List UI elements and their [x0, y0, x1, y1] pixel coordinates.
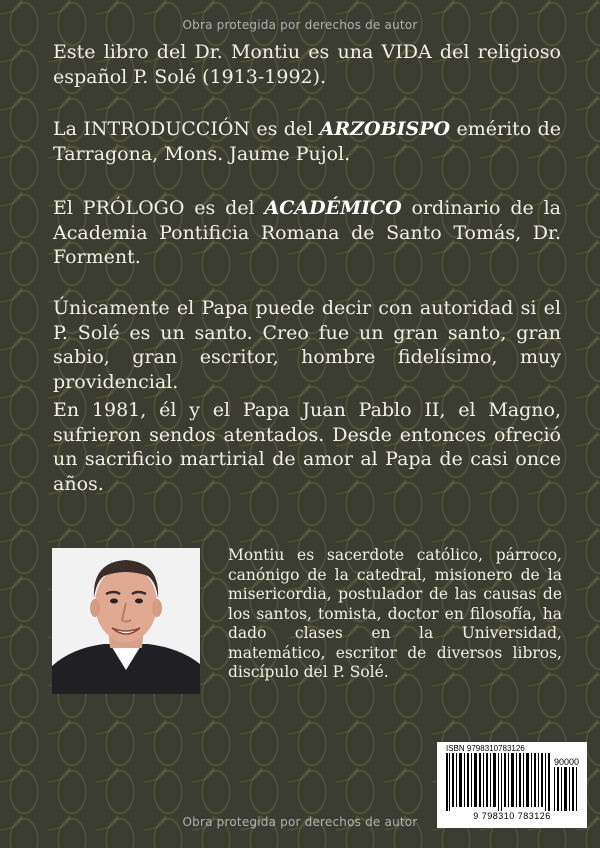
emphasis-arzobispo: ARZOBISPO	[319, 118, 451, 140]
copyright-watermark-bottom: Obra protegida por derechos de autor	[182, 815, 418, 829]
paragraph-text: ordinario de la Academia Pontificia Romana de Santo Tomás, Dr. Forment.	[53, 197, 562, 268]
paragraph-prologo	[53, 196, 561, 270]
isbn-label: ISBN 9798310783126	[446, 744, 525, 753]
paragraph-atentados: En 1981, él y el Papa Juan Pablo II, el Magno, sufrieron sendos atentados. Desde entonces ofreció un sacrificio martirial de amor al Papa de casi once años.	[53, 399, 561, 495]
author-portrait-illustration	[52, 548, 200, 694]
author-photo	[52, 548, 200, 694]
paragraph-text: emérito de Tarragona, Mons. Jaume Pujol.	[53, 118, 562, 165]
paragraph-text: La INTRODUCCIÓN es del	[53, 118, 320, 140]
author-bio: Montiu es sacerdote católico, párroco, canónigo de la catedral, misionero de la misericordia, postulador de las causas de los santos, tomista, doctor en filosofía, ha dado clases en la Universidad, matemático, escritor de diversos libros, discípulo del P. Solé.	[228, 546, 562, 681]
copyright-watermark-top: Obra protegida por derechos de autor	[182, 18, 418, 32]
emphasis-academico: ACADÉMICO	[264, 197, 402, 219]
paragraph-intro: Este libro del Dr. Montiu es una VIDA del religioso español P. Solé (1913-1992).	[53, 41, 561, 88]
isbn-digits: 9 798310 783126	[473, 811, 551, 821]
price-code: 90000	[554, 757, 580, 767]
barcode-bars	[446, 753, 578, 811]
paragraph-text: El PRÓLOGO es del	[53, 197, 265, 219]
paragraph-santidad: Únicamente el Papa puede decir con autoridad si el P. Solé es un santo. Creo fue un gran santo, gran sabio, gran escritor, hombre fidelísimo, muy providencial.	[53, 297, 561, 393]
paragraph-introduccion	[53, 117, 561, 166]
